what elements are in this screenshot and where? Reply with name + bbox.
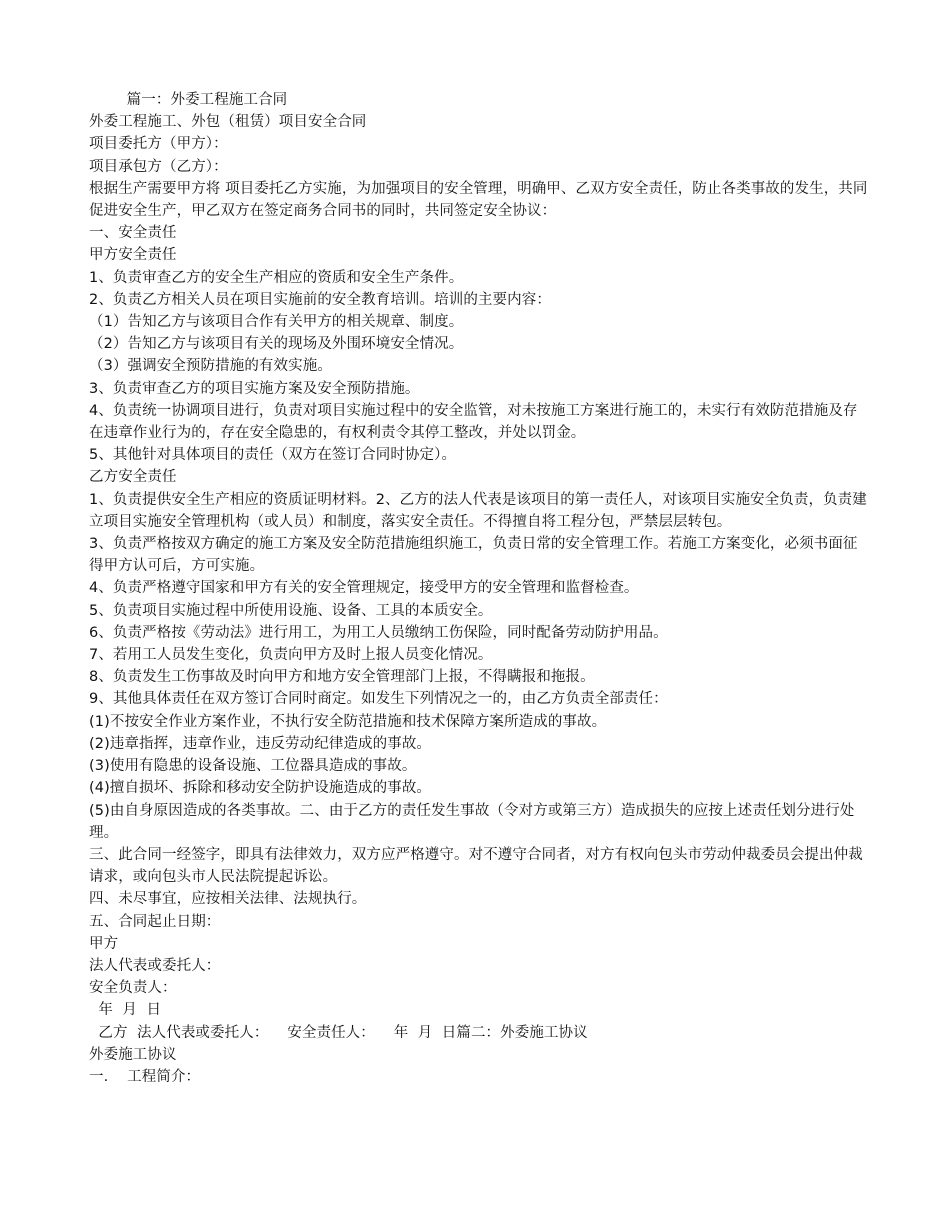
clause-a-5: 5、其他针对具体项目的责任（双方在签订合同时协定）。 (89, 447, 457, 464)
clause-three: 三、此合同一经签字，即具有法律效力，双方应严格遵守。对不遵守合同者，对方有权向包头市劳动仲裁委员会提出仲裁请求，或向包头市人民法院提起诉讼。 (89, 846, 863, 886)
clause-b-7: 7、若用工人员发生变化，负责向甲方及时上报人员变化情况。 (89, 647, 493, 664)
contract-title: 外委工程施工、外包（租赁）项目安全合同 (89, 114, 367, 131)
clause-b-9: 9、其他具体责任在双方签订合同时商定。如发生下列情况之一的，由乙方负责全部责任： (89, 691, 668, 708)
clause-b-1-2: 1、负责提供安全生产相应的资质证明材料。2、乙方的法人代表是该项目的第一责任人，对该项目实施安全负责，负责建立项目实施安全管理机构（或人员）和制度，落实安全责任。不得擅自将工程分包，严禁层层转包。 (89, 491, 867, 530)
second-agreement-section-1: 一. 工程简介： (89, 1068, 201, 1085)
clause-b-8: 8、负责发生工伤事故及时向甲方和地方安全管理部门上报，不得瞒报和拖报。 (89, 669, 595, 686)
party-a-field: 项目委托方（甲方）： (89, 136, 228, 153)
clause-a-2-item-3: （3）强调安全预防措施的有效实施。 (89, 358, 332, 375)
clause-a-4: 4、负责统一协调项目进行，负责对项目实施过程中的安全监管，对未按施工方案进行施工的，未实行有效防范措施及存在违章作业行为的，存在安全隐患的，有权利责令其停工整改，并处以罚金。 (89, 402, 858, 442)
clause-b-9-item-4: (4)擅自损坏、拆除和移动安全防护设施造成的事故。 (89, 780, 432, 797)
clause-a-2: 2、负责乙方相关人员在项目实施前的安全教育培训。培训的主要内容： (89, 291, 551, 308)
heading-safety-responsibility: 一、安全责任 (89, 225, 177, 242)
signature-party-b-line: 乙方 法人代表或委托人： 安全责任人： 年 月 日篇二：外委施工协议 (89, 1024, 588, 1041)
second-agreement-title: 外委施工协议 (89, 1046, 177, 1063)
clause-a-3: 3、负责审查乙方的项目实施方案及安全预防措施。 (89, 380, 420, 397)
heading-party-a-responsibility: 甲方安全责任 (89, 247, 177, 264)
heading-party-b-responsibility: 乙方安全责任 (89, 469, 177, 486)
clause-b-5: 5、负责项目实施过程中所使用设施、设备、工具的本质安全。 (89, 602, 493, 619)
clause-a-2-item-1: （1）告知乙方与该项目合作有关甲方的相关规章、制度。 (89, 314, 464, 331)
clause-four: 四、未尽事宜，应按相关法律、法规执行。 (89, 891, 367, 908)
signature-legal-rep: 法人代表或委托人： (89, 957, 221, 974)
clause-b-9-item-1: (1)不按安全作业方案作业，不执行安全防范措施和技术保障方案所造成的事故。 (89, 713, 607, 730)
clause-a-2-item-2: （2）告知乙方与该项目有关的现场及外围环境安全情况。 (89, 336, 464, 353)
clause-b-9-item-3: (3)使用有隐患的设备设施、工位器具造成的事故。 (89, 758, 417, 775)
signature-party-a: 甲方 (89, 935, 119, 952)
signature-date: 年 月 日 (89, 1002, 162, 1019)
clause-a-1: 1、负责审查乙方的安全生产相应的资质和安全生产条件。 (89, 269, 464, 286)
clause-b-9-item-2: (2)违章指挥，违章作业，违反劳动纪律造成的事故。 (89, 735, 432, 752)
clause-b-3: 3、负责严格按双方确定的施工方案及安全防范措施组织施工，负责日常的安全管理工作。若施工方案变化，必须书面征得甲方认可后，方可实施。 (89, 536, 858, 575)
document-page (89, 89, 869, 1088)
section-heading: 篇一：外委工程施工合同 (89, 92, 288, 108)
clause-b-4: 4、负责严格遵守国家和甲方有关的安全管理规定，接受甲方的安全管理和监督检查。 (89, 580, 639, 597)
preamble-paragraph: 根据生产需要甲方将 项目委托乙方实施，为加强项目的安全管理，明确甲、乙双方安全责任，防止各类事故的发生，共同促进安全生产，甲乙双方在签定商务合同书的同时，共同签定安全协议： (89, 180, 868, 220)
party-b-field: 项目承包方（乙方）： (89, 158, 228, 175)
clause-b-9-item-5: (5)由自身原因造成的各类事故。二、由于乙方的责任发生事故（令对方或第三方）造成损失的应按上述责任划分进行处理。 (89, 802, 855, 841)
clause-b-6: 6、负责严格按《劳动法》进行用工，为用工人员缴纳工伤保险，同时配备劳动防护用品。 (89, 624, 668, 641)
clause-five: 五、合同起止日期： (89, 913, 221, 930)
signature-safety-officer: 安全负责人： (89, 980, 177, 997)
